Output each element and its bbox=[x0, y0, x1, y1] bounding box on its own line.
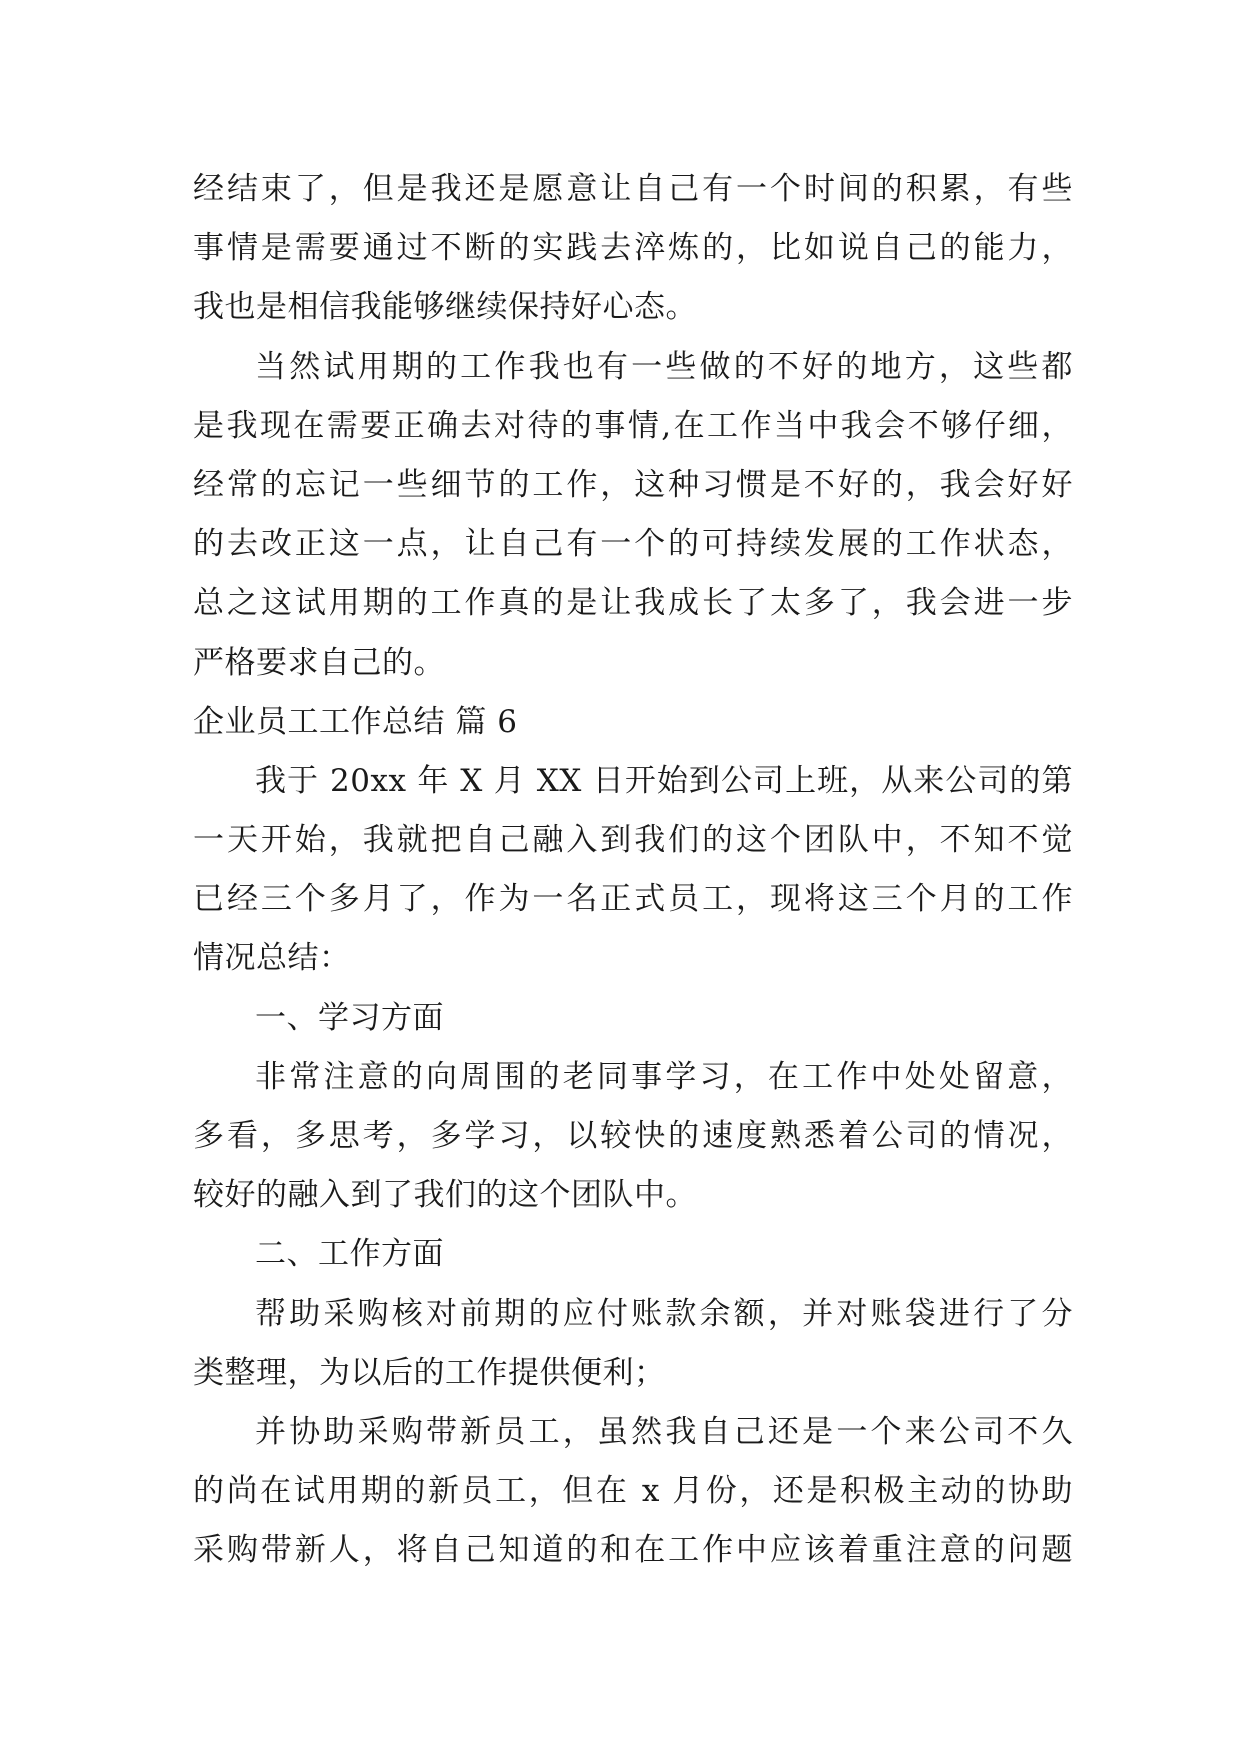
text-line: 一天开始，我就把自己融入到我们的这个团队中，不知不觉 bbox=[193, 822, 1073, 859]
text-line: 的去改正这一点，让自己有一个的可持续发展的工作状态， bbox=[193, 526, 1073, 563]
text-line: 的尚在试用期的新员工，但在 x 月份，还是积极主动的协助 bbox=[193, 1473, 1073, 1510]
text-line: 已经三个多月了，作为一名正式员工，现将这三个月的工作 bbox=[193, 881, 1073, 918]
text-line: 情况总结： bbox=[193, 940, 351, 977]
text-line: 严格要求自己的。 bbox=[193, 644, 445, 681]
section-heading: 企业员工工作总结 篇 6 bbox=[193, 703, 518, 740]
text-line: 我也是相信我能够继续保持好心态。 bbox=[193, 289, 697, 326]
text-line: 事情是需要通过不断的实践去淬炼的，比如说自己的能力， bbox=[193, 230, 1073, 267]
text-line: 是我现在需要正确去对待的事情,在工作当中我会不够仔细， bbox=[193, 407, 1073, 444]
text-line: 经常的忘记一些细节的工作，这种习惯是不好的，我会好好 bbox=[193, 466, 1073, 503]
subsection-heading: 二、工作方面 bbox=[255, 1236, 444, 1273]
text-line: 类整理，为以后的工作提供便利； bbox=[193, 1354, 666, 1391]
paragraph-first-line: 非常注意的向周围的老同事学习，在工作中处处留意， bbox=[255, 1058, 1073, 1095]
paragraph-first-line: 当然试用期的工作我也有一些做的不好的地方，这些都 bbox=[255, 348, 1073, 385]
text-line: 多看，多思考，多学习，以较快的速度熟悉着公司的情况， bbox=[193, 1118, 1073, 1154]
paragraph-first-line: 并协助采购带新员工，虽然我自己还是一个来公司不久 bbox=[255, 1413, 1073, 1450]
text-line: 经结束了，但是我还是愿意让自己有一个时间的积累，有些 bbox=[193, 171, 1073, 207]
paragraph-first-line: 帮助采购核对前期的应付账款余额，并对账袋进行了分 bbox=[255, 1295, 1073, 1332]
subsection-heading: 一、学习方面 bbox=[255, 999, 444, 1036]
text-line: 采购带新人，将自己知道的和在工作中应该着重注意的问题 bbox=[193, 1532, 1073, 1569]
paragraph-first-line: 我于 20xx 年 X 月 XX 日开始到公司上班，从来公司的第 bbox=[255, 762, 1073, 799]
text-line: 较好的融入到了我们的这个团队中。 bbox=[193, 1177, 697, 1214]
text-line: 总之这试用期的工作真的是让我成长了太多了，我会进一步 bbox=[193, 585, 1073, 622]
document-body bbox=[193, 160, 1073, 1581]
